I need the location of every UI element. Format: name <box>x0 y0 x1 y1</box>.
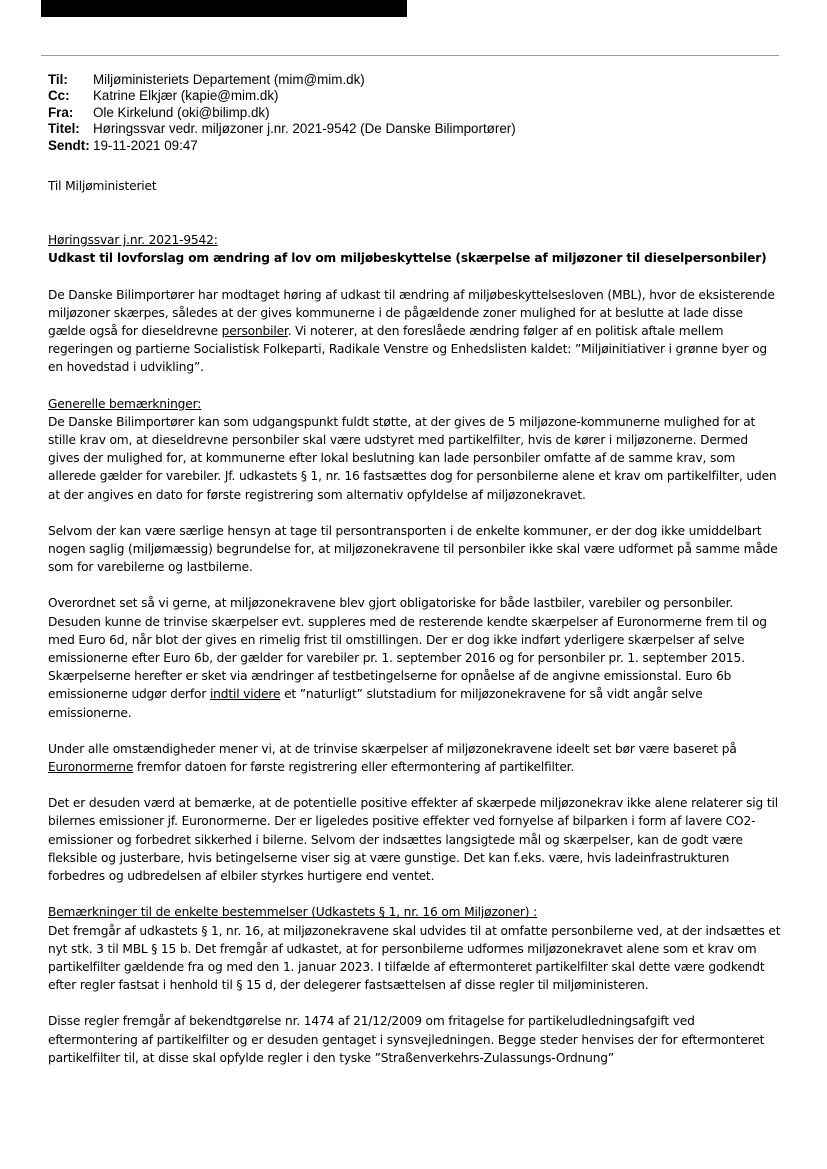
paragraph-provisions: Det fremgår af udkastets § 1, nr. 16, at miljøzonekravene skal udvides til at omfatte personbilerne ved, at der indsættes et nyt stk. 3 til MBL § 15 b. Det fremgår af udkastet, at for personbilerne udformes miljøzonekravet alene som et krav om partikelfilter gældende fra og med den 1. januar 2023. I tilfælde af eftermonteret partikelfilter skal dette være godkendt efter regler fastsat i henhold til § 15 d, der delegerer fastsættelsen af disse regler til miljøministeren. <box>48 923 781 993</box>
to-label: Til: <box>48 72 68 87</box>
to-value: Miljøministeriets Departement (mim@mim.dk) <box>93 72 365 87</box>
from-row <box>48 105 516 121</box>
subject-value: Høringssvar vedr. miljøzoner j.nr. 2021-9542 (De Danske Bilimportører) <box>93 121 516 137</box>
paragraph-regulations: Disse regler fremgår af bekendtgørelse nr. 1474 af 21/12/2009 om fritagelse for partikeludledningsafgift ved eftermontering af partikelfilter og er desuden gentaget i synsvejledningen. Begge steder henvises der for eftermonteret partikelfilter til, at disse skal opfylde regler i den tyske ”Straßenverkehrs-Zulassungs-Ordnung” <box>48 1014 765 1065</box>
paragraph-support: De Danske Bilimportører kan som udgangspunkt fuldt støtte, at der gives de 5 miljøzone-kommunerne mulighed for at stille krav om, at dieseldrevne personbiler skal være udstyret med partikelfilter, hvis de kører i miljøzonerne. Dermed gives der mulighed for, at kommunerne efter lokal beslutning kan lade personbiler omfatte af de samme krav, som allerede gælder for varebiler. Jf. udkastets § 1, nr. 16 fastsættes dog for personbilerne alene et krav om partikelfilter, uden at der angives en dato for første registrering som alternativ opfyldelse af miljøzonekravet. <box>48 414 777 502</box>
subject-row <box>48 121 516 137</box>
sent-label: Sendt: <box>48 137 90 153</box>
greeting: Til Miljøministeriet <box>48 179 157 193</box>
cc-row <box>48 88 516 104</box>
header-divider <box>41 55 779 56</box>
to-row <box>48 72 516 88</box>
document-title: Udkast til lovforslag om ændring af lov om miljøbeskyttelse (skærpelse af miljøzoner til dieselpersonbiler) <box>48 251 767 266</box>
general-remarks-heading: Generelle bemærkninger: <box>48 396 202 411</box>
specific-remarks-heading: Bemærkninger til de enkelte bestemmelser (Udkastets § 1, nr. 16 om Miljøzoner) : <box>48 905 538 920</box>
cc-label: Cc: <box>48 88 70 104</box>
from-value: Ole Kirkelund (oki@bilimp.dk) <box>93 104 270 120</box>
paragraph-euronorms: Under alle omstændigheder mener vi, at de trinvise skærpelser af miljøzonekravene ideelt set bør være baseret på Euronormerne fremfor datoen for første registrering eller eftermontering af partikelfilter. <box>48 741 737 775</box>
letter-body <box>48 177 781 1067</box>
cc-value: Katrine Elkjær (kapie@mim.dk) <box>93 88 279 104</box>
reference-heading: Høringssvar j.nr. 2021-9542: <box>48 233 218 248</box>
sent-value: 19-11-2021 09:47 <box>93 137 198 153</box>
paragraph-considerations: Selvom der kan være særlige hensyn at tage til persontransporten i de enkelte kommuner, er der dog ikke umiddelbart nogen saglig (miljømæssig) begrundelse for, at miljøzonekravene til personbiler ikke skal være udformet på samme måde som for varebilerne og lastbilerne. <box>48 523 778 575</box>
email-header <box>48 72 516 154</box>
redaction-bar <box>41 0 407 17</box>
sent-row <box>48 138 516 154</box>
paragraph-effects: Det er desuden værd at bemærke, at de potentielle positive effekter af skærpede miljøzonekrav ikke alene relaterer sig til bilernes emissioner jf. Euronormerne. Der er ligeledes positive effekter ved fornyelse af bilparken i form af lavere CO2-emissioner og forbedret sikkerhed i bilerne. Selvom der indsættes langsigtede mål og skærpelser, kan de godt være fleksible og justerbare, hvis betingelserne viser sig at være gunstige. Det kan f.eks. være, hvis ladeinfrastrukturen forbedres og udbredelsen af elbiler styrkes hurtigere end ventet. <box>48 796 778 884</box>
paragraph-overall: Overordnet set så vi gerne, at miljøzonekravene blev gjort obligatoriske for både lastbiler, varebiler og personbiler. Desuden kunne de trinvise skærpelser evt. suppleres med de resterende kendte skærpelser af Euronormerne frem til og med Euro 6d, når blot der gives en rimelig frist til omstillingen. Der er dog ikke indført yderligere skærpelser af selve emissionerne efter Euro 6b, der gælder for varebiler pr. 1. september 2016 og for personbiler pr. 1. september 2015. Skærpelserne herefter er sket via ændringer af testbetingelserne for opnåelse af de angivne emissionstal. Euro 6b emissionerne udgør derfor indtil videre et ”naturligt” slutstadium for miljøzonekravene for så vidt angår selve emissionerne. <box>48 596 767 720</box>
from-label: Fra: <box>48 104 74 120</box>
subject-label: Titel: <box>48 121 80 137</box>
paragraph-intro: De Danske Bilimportører har modtaget høring af udkast til ændring af miljøbeskyttelsesloven (MBL), hvor de eksisterende miljøzoner skærpes, således at der gives kommunerne i de pågældende zoner mulighed for at beslutte at lade disse gælde også for dieseldrevne personbiler. Vi noterer, at den foreslåede ændring følger af en politisk aftale mellem regeringen og partierne Socialistisk Folkeparti, Radikale Venstre og Enhedslisten kaldet: ”Miljøinitiativer i grønne byer og en hovedstad i udvikling”. <box>48 287 775 375</box>
